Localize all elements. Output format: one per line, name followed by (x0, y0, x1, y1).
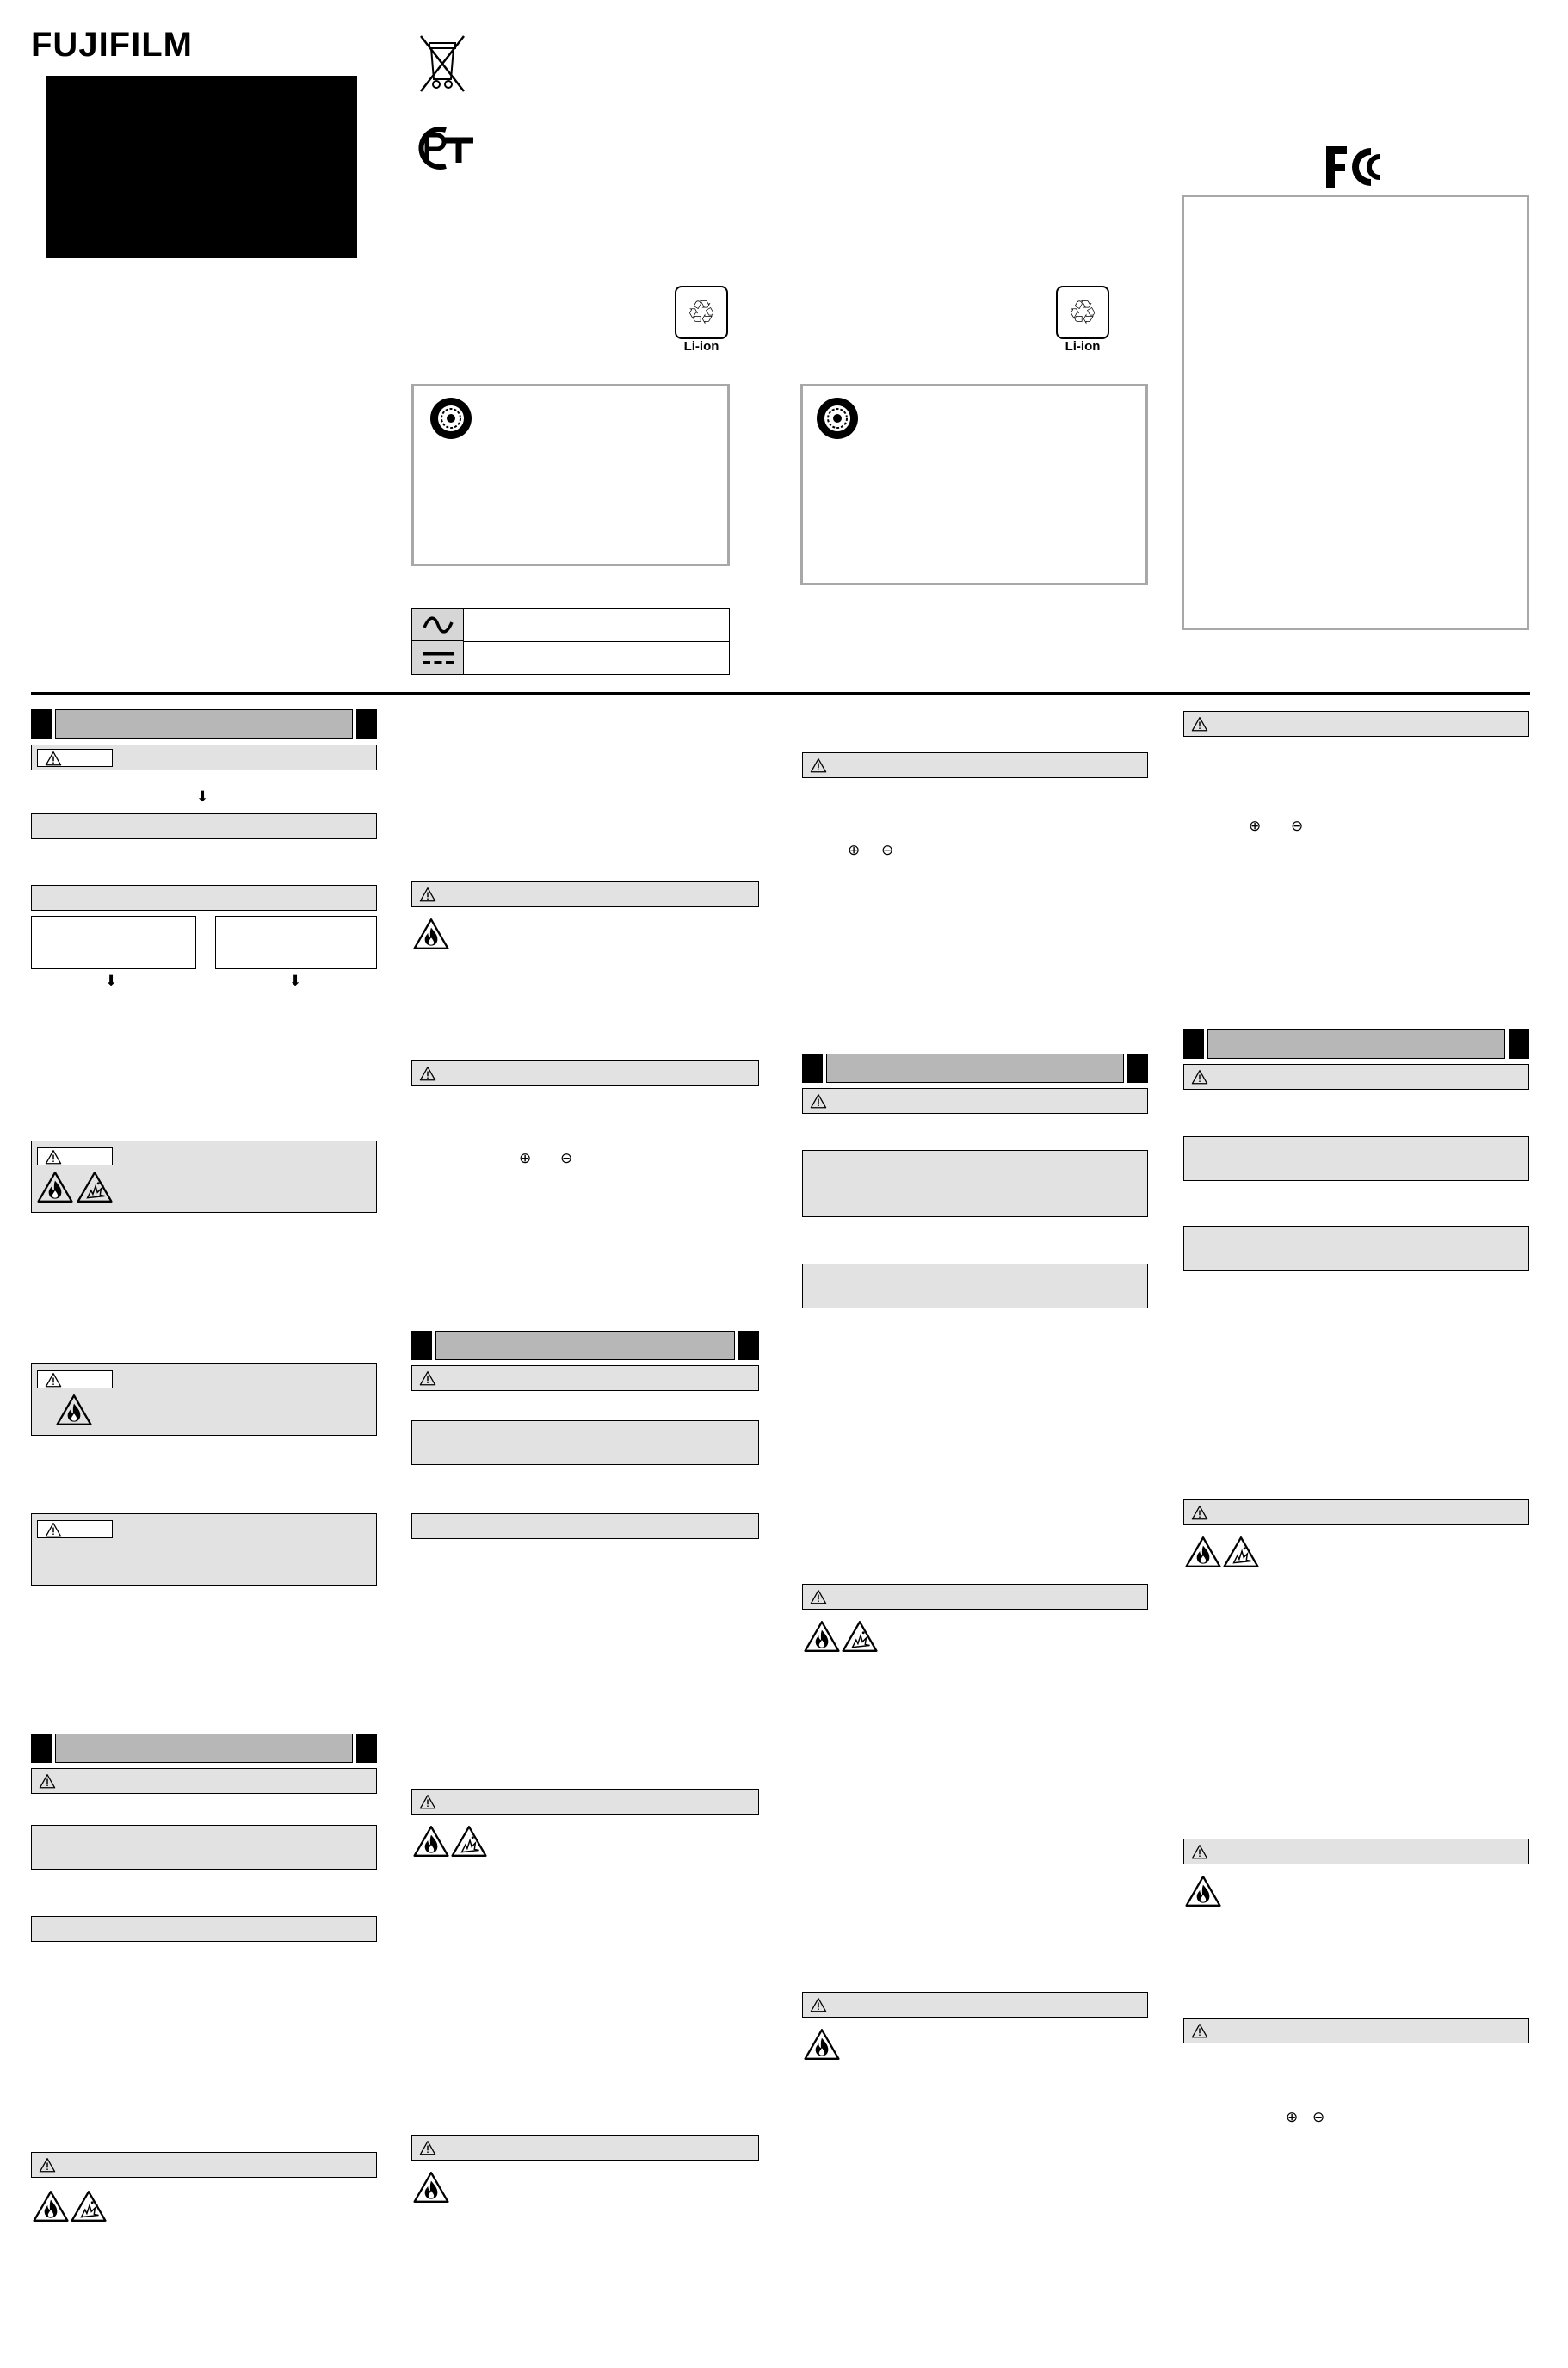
warning-label (37, 749, 113, 767)
caution-heading-bar (411, 1060, 759, 1086)
cover-black-panel (46, 76, 357, 258)
section-tab-left (1183, 1029, 1204, 1059)
section-header-bar (826, 1054, 1124, 1083)
section-tab-right (738, 1331, 759, 1360)
caution-heading-bar (1183, 2018, 1529, 2043)
fire-hazard-icon (413, 2171, 449, 2204)
warning-triangle-icon (39, 1773, 56, 1789)
warning-triangle-icon (1191, 1844, 1208, 1859)
info-panel (802, 1264, 1148, 1308)
fire-hazard-icon (56, 1394, 92, 1426)
pct-certification-icon (411, 123, 477, 173)
down-arrow-icon: ⬇ (196, 788, 209, 806)
fujifilm-logo: FUJIFILM (31, 26, 193, 64)
warning-heading-bar (31, 745, 377, 770)
minus-terminal-icon: ⊖ (881, 842, 894, 859)
warning-triangle-icon (419, 1794, 436, 1809)
danger-panel (31, 1141, 377, 1213)
caution-heading-bar (411, 881, 759, 907)
warning-triangle-icon (810, 1093, 827, 1109)
down-arrow-icon: ⬇ (105, 973, 118, 990)
caution-heading-bar (31, 1768, 377, 1794)
li-ion-label: Li-ion (1065, 339, 1101, 354)
warning-label (37, 1147, 113, 1165)
warning-triangle-icon (419, 1370, 436, 1386)
explosion-hazard-icon (451, 1825, 487, 1858)
warning-triangle-icon (39, 2157, 56, 2173)
section-tab-left (31, 709, 52, 739)
section-tab-right (1509, 1029, 1529, 1059)
warning-triangle-icon (419, 2140, 436, 2155)
warning-triangle-icon (810, 1589, 827, 1604)
fire-hazard-icon (33, 2190, 69, 2223)
info-panel (802, 1150, 1148, 1217)
caution-heading-bar (1183, 1064, 1529, 1090)
fcc-logo-icon (1323, 143, 1388, 191)
section-header-bar (55, 1734, 353, 1763)
caution-heading-bar (802, 1992, 1148, 2018)
info-panel (31, 1825, 377, 1870)
info-panel (411, 1420, 759, 1465)
li-ion-recycle-icon: ♲ (675, 286, 728, 339)
warning-triangle-icon (810, 1997, 827, 2012)
plus-terminal-icon: ⊕ (1249, 818, 1262, 835)
down-arrow-icon: ⬇ (289, 973, 302, 990)
explosion-hazard-icon (1223, 1536, 1259, 1568)
warning-triangle-icon (1191, 1069, 1208, 1085)
li-ion-recycle-icon: ♲ (1056, 286, 1109, 339)
caution-heading-bar (1183, 1499, 1529, 1525)
warning-triangle-icon (419, 887, 436, 902)
fire-hazard-icon (804, 2028, 840, 2061)
fire-hazard-icon (413, 1825, 449, 1858)
option-box (215, 916, 377, 969)
warning-triangle-icon (419, 1066, 436, 1081)
fire-hazard-icon (37, 1171, 73, 1203)
info-bar (411, 1513, 759, 1539)
section-tab-left (411, 1331, 432, 1360)
warning-triangle-icon (1191, 2023, 1208, 2038)
section-header-bar (1207, 1029, 1505, 1059)
rbrc-seal-icon (815, 396, 860, 441)
caution-heading-bar (411, 1789, 759, 1815)
warning-triangle-icon (1191, 716, 1208, 732)
section-tab-right (356, 709, 377, 739)
explosion-hazard-icon (71, 2190, 107, 2223)
plus-terminal-icon: ⊕ (848, 842, 861, 859)
minus-terminal-icon: ⊖ (1291, 818, 1304, 835)
explosion-hazard-icon (842, 1620, 878, 1653)
section-tab-right (356, 1734, 377, 1763)
info-bar (31, 813, 377, 839)
plus-terminal-icon: ⊕ (519, 1150, 532, 1167)
section-tab-left (802, 1054, 823, 1083)
minus-terminal-icon: ⊖ (560, 1150, 573, 1167)
minus-terminal-icon: ⊖ (1312, 2109, 1325, 2126)
warning-triangle-icon (810, 757, 827, 773)
option-box (31, 916, 196, 969)
info-panel (1183, 1226, 1529, 1271)
current-symbol-table (411, 608, 730, 675)
caution-heading-bar (411, 2135, 759, 2161)
caution-heading-bar (1183, 1839, 1529, 1864)
plus-terminal-icon: ⊕ (1286, 2109, 1299, 2126)
warning-label (37, 1370, 113, 1388)
caution-heading-bar (802, 1584, 1148, 1610)
li-ion-label: Li-ion (683, 339, 719, 354)
fire-hazard-icon (413, 918, 449, 950)
caution-heading-bar (802, 752, 1148, 778)
warning-label (37, 1520, 113, 1538)
section-tab-left (31, 1734, 52, 1763)
ac-current-icon (412, 609, 464, 641)
warning-triangle-icon (1191, 1505, 1208, 1520)
info-bar (31, 885, 377, 911)
rbrc-seal-icon (429, 396, 473, 441)
dc-current-icon (412, 641, 464, 674)
caution-heading-bar (1183, 711, 1529, 737)
caution-heading-bar (31, 2152, 377, 2178)
fcc-statement-box (1182, 195, 1529, 630)
explosion-hazard-icon (77, 1171, 113, 1203)
section-tab-right (1127, 1054, 1148, 1083)
info-panel (1183, 1136, 1529, 1181)
fire-hazard-icon (1185, 1536, 1221, 1568)
caution-heading-bar (802, 1088, 1148, 1114)
crossed-out-wheelie-bin-icon (416, 33, 469, 95)
danger-panel (31, 1513, 377, 1586)
section-divider-rule (31, 692, 1530, 695)
caution-heading-bar (411, 1365, 759, 1391)
danger-panel (31, 1363, 377, 1436)
section-header-bar (55, 709, 353, 739)
fire-hazard-icon (1185, 1875, 1221, 1907)
section-header-bar (435, 1331, 735, 1360)
fire-hazard-icon (804, 1620, 840, 1653)
info-bar (31, 1916, 377, 1942)
